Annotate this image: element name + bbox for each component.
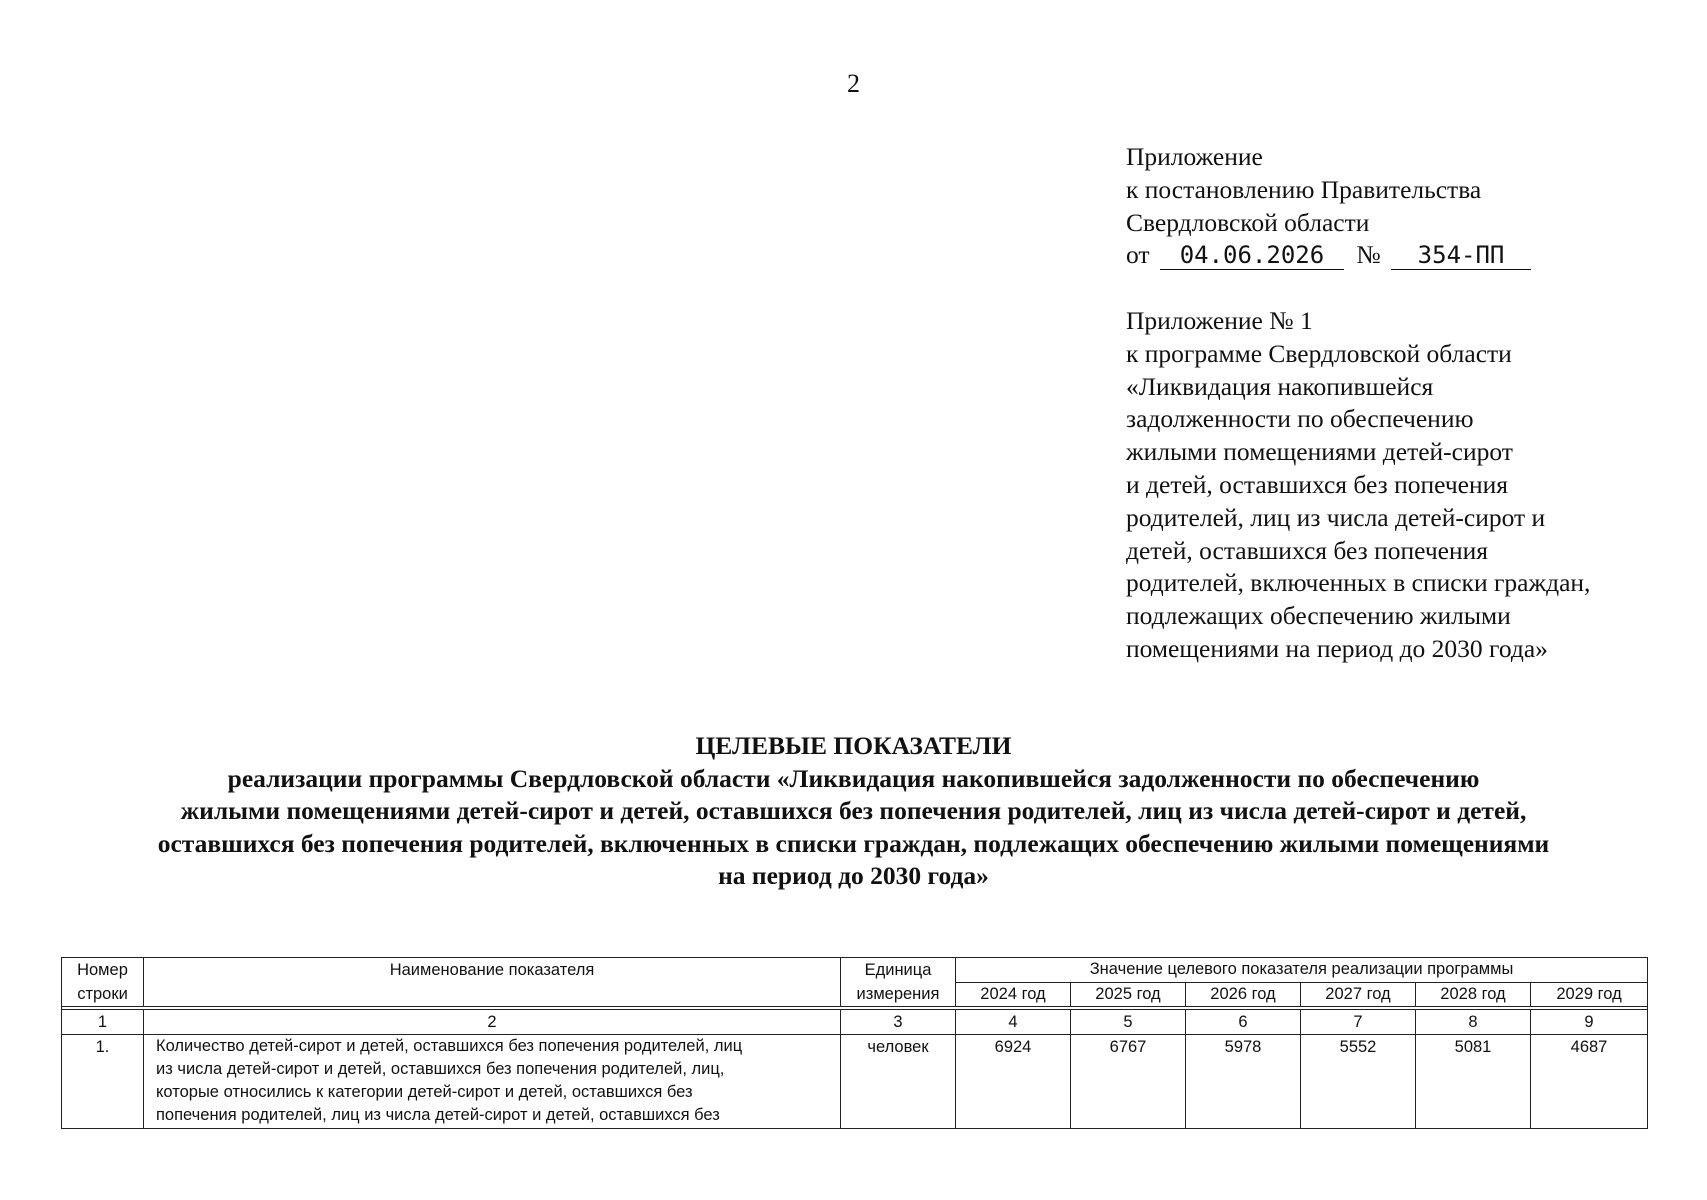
appendix-program-line: к программе Свердловской области [1126,338,1512,368]
header-unit-line: измерения [856,985,940,1003]
column-number: 3 [841,1010,956,1035]
indicator-unit: человек [841,1035,956,1129]
appendix-resolution-line: Приложение [1126,142,1263,171]
indicator-name-line: которые относились к категории детей-сирот и детей, оставшихся без [156,1083,693,1101]
header-row-number-line: строки [77,985,128,1003]
appendix-program-line: родителей, включенных в списки граждан, [1126,568,1591,598]
indicator-name-text [156,1035,830,1127]
table-header-row [62,958,1648,983]
appendix-program-line: Приложение № 1 [1126,306,1313,335]
page-number: 2 [847,69,860,98]
resolution-date: 04.06.2026 [1160,241,1344,270]
title-line: реализации программы Свердловской области «Ликвидация накопившейся задолженности по обеспечению [227,763,1480,793]
number-prefix: № [1356,240,1381,270]
indicator-value: 4687 [1531,1035,1648,1129]
indicator-name-line: Количество детей-сирот и детей, оставшихся без попечения родителей, лиц [156,1037,743,1055]
resolution-date-line [1126,239,1686,272]
header-unit [841,958,956,1007]
header-year: 2027 год [1301,982,1416,1007]
header-values-group: Значение целевого показателя реализации программы [956,958,1648,983]
title-line: жилыми помещениями детей-сирот и детей, оставшихся без попечения родителей, лиц из числа детей-сирот и детей, [180,796,1527,825]
appendix-program-line: родителей, лиц из числа детей-сирот и [1126,502,1546,532]
indicator-value: 6924 [956,1035,1071,1129]
document-title [40,730,1667,893]
header-year: 2028 год [1416,982,1531,1007]
indicators-table [61,957,1648,1129]
appendix-program-line: помещениями на период до 2030 года» [1126,633,1548,663]
appendix-resolution-block [1126,141,1686,272]
appendix-program-line: «Ликвидация накопившейся [1126,371,1434,401]
column-number: 2 [144,1010,841,1035]
resolution-number: 354-ПП [1391,241,1531,270]
date-prefix: от [1126,240,1150,270]
appendix-program-block [1126,305,1686,666]
appendix-program-line: и детей, оставшихся без попечения [1126,469,1509,499]
column-number: 7 [1301,1010,1416,1035]
column-number: 5 [1071,1010,1186,1035]
table-row [62,1035,1648,1129]
column-number: 1 [62,1010,144,1035]
column-number: 8 [1416,1010,1531,1035]
indicator-value: 5978 [1186,1035,1301,1129]
title-heading: ЦЕЛЕВЫЕ ПОКАЗАТЕЛИ [695,731,1012,760]
header-year: 2026 год [1186,982,1301,1007]
column-numbers-row [62,1010,1648,1035]
header-year: 2029 год [1531,982,1648,1007]
appendix-resolution-line: к постановлению Правительства [1126,174,1482,204]
appendix-program-line: детей, оставшихся без попечения [1126,535,1488,565]
indicator-value: 5081 [1416,1035,1531,1129]
indicator-name-line: из числа детей-сирот и детей, оставшихся без попечения родителей, лиц, [156,1060,725,1078]
header-row-number-line: Номер [77,961,128,979]
header-year: 2024 год [956,982,1071,1007]
indicator-name-line: попечения родителей, лиц из числа детей-сирот и детей, оставшихся без [156,1106,720,1124]
appendix-program-line: жилыми помещениями детей-сирот [1126,437,1513,467]
appendix-program-line: задолженности по обеспечению [1126,404,1474,434]
indicator-name [144,1035,841,1129]
header-year: 2025 год [1071,982,1186,1007]
header-indicator-name: Наименование показателя [144,958,841,1007]
header-unit-line: Единица [864,961,932,979]
appendix-resolution-line: Свердловской области [1126,207,1370,237]
indicator-value: 6767 [1071,1035,1186,1129]
column-number: 9 [1531,1010,1648,1035]
appendix-program-line: подлежащих обеспечению жилыми [1126,601,1511,631]
column-number: 6 [1186,1010,1301,1035]
column-number: 4 [956,1010,1071,1035]
title-line: оставшихся без попечения родителей, включенных в списки граждан, подлежащих обеспечению жилыми помещениями [157,828,1550,858]
title-line: на период до 2030 года» [718,861,989,890]
indicator-value: 5552 [1301,1035,1416,1129]
row-number: 1. [62,1035,144,1129]
header-row-number [62,958,144,1007]
